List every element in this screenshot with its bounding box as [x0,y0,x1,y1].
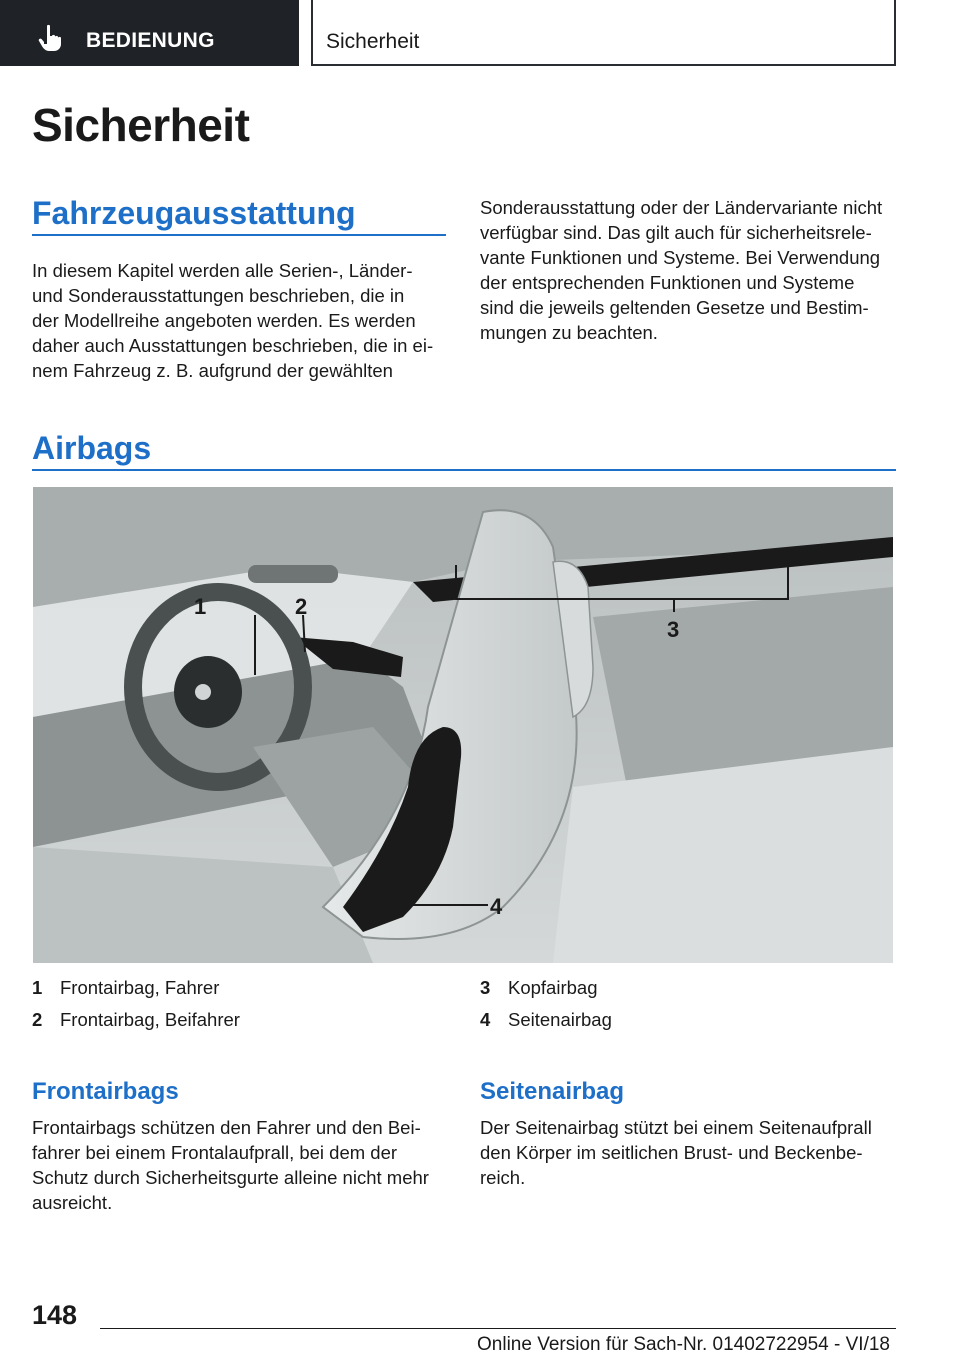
footer-version-text: Online Version für Sach-Nr. 01402722954 - VI/18 [477,1334,890,1355]
text-line: vante Funktionen und Systeme. Bei Verwendung [480,247,881,268]
callout-4: 4 [490,894,503,919]
text-line: sind die jeweils geltenden Gesetze und Bestim- [480,297,869,318]
section-tab-label: BEDIENUNG [86,29,215,52]
heading-seitenairbag: Seitenairbag [480,1078,625,1105]
text-line: mungen zu beachten. [480,322,658,343]
chapter-tab-label: Sicherheit [326,30,420,53]
heading-fahrzeugausstattung: Fahrzeugausstattung [32,195,356,231]
callout-1: 1 [194,594,207,619]
heading-rule [32,469,896,471]
intro-paragraph-right [480,195,882,345]
page-title: Sicherheit [32,99,250,151]
text-line: fahrer bei einem Frontalaufprall, bei dem der [32,1142,398,1163]
frontairbags-paragraph [32,1115,429,1215]
car-interior-drawing [33,487,893,963]
text-line: der Modellreihe angeboten werden. Es werden [32,310,416,331]
text-line: daher auch Ausstattungen beschrieben, die in ei- [32,335,434,356]
text-line: der entsprechenden Funktionen und Systeme [480,272,855,293]
text-line: ausreicht. [32,1192,113,1213]
text-line: reich. [480,1167,526,1188]
legend-number: 4 [480,1009,491,1030]
text-line: Der Seitenairbag stützt bei einem Seitenaufprall [480,1117,872,1138]
legend-text: Frontairbag, Beifahrer [60,1009,240,1030]
footer-rule [100,1328,896,1329]
section-tab[interactable] [0,0,299,66]
airbags-illustration [33,487,893,963]
hand-pointer-icon [38,24,64,52]
callout-3: 3 [667,617,680,642]
callout-2: 2 [295,594,308,619]
text-line: den Körper im seitlichen Brust- und Beckenbe- [480,1142,863,1163]
heading-rule [32,234,446,236]
text-line: und Sonderausstattungen beschrieben, die in [32,285,405,306]
legend-number: 2 [32,1009,43,1030]
intro-paragraph-left [32,258,433,383]
text-line: In diesem Kapitel werden alle Serien-, Länder- [32,260,413,281]
legend-text: Seitenairbag [508,1009,612,1030]
heading-frontairbags: Frontairbags [32,1078,179,1105]
legend-number: 1 [32,977,43,998]
page-number: 148 [32,1300,78,1330]
legend-text: Frontairbag, Fahrer [60,977,220,998]
text-line: Schutz durch Sicherheitsgurte alleine nicht mehr [32,1167,429,1188]
text-line: nem Fahrzeug z. B. aufgrund der gewählten [32,360,393,381]
text-line: Sonderausstattung oder der Ländervariante nicht [480,197,883,218]
seitenairbag-paragraph [480,1115,872,1190]
legend-text: Kopfairbag [508,977,598,998]
heading-airbags: Airbags [32,430,152,466]
text-line: verfügbar sind. Das gilt auch für sicherheitsrele- [480,222,872,243]
text-line: Frontairbags schützen den Fahrer und den Bei- [32,1117,421,1138]
legend-number: 3 [480,977,491,998]
chapter-tab[interactable] [311,0,896,66]
